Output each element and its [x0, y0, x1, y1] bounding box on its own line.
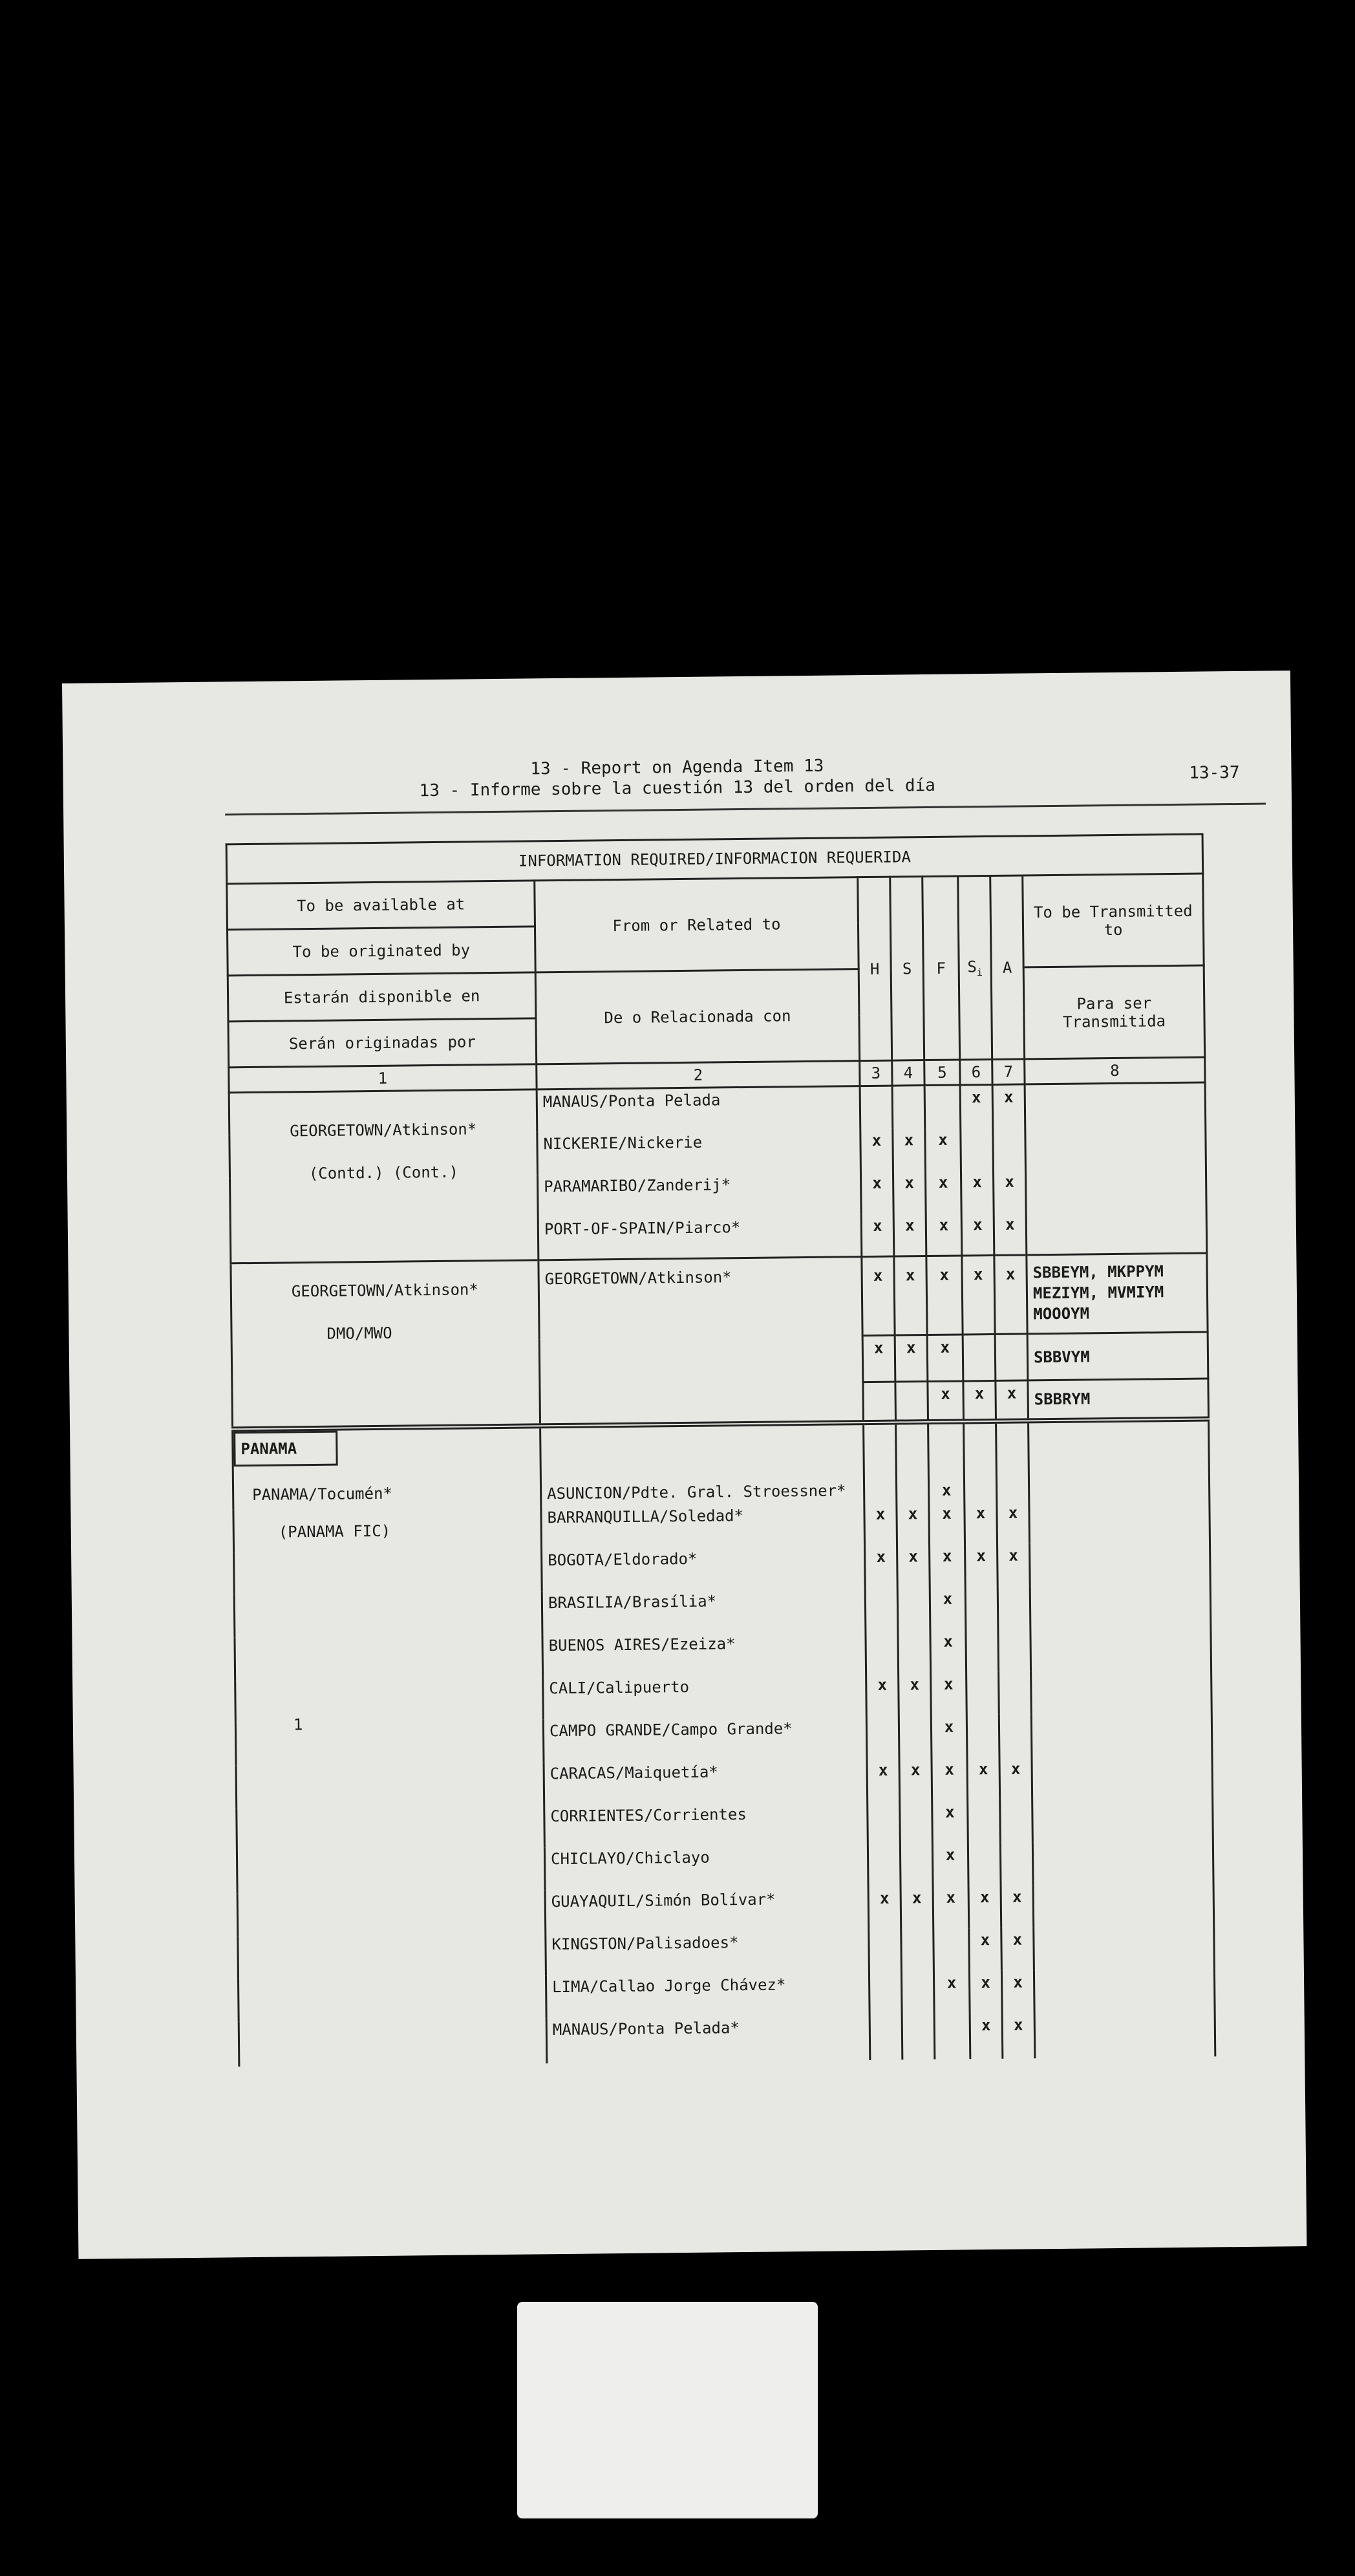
- mark-cell: x: [994, 1255, 1027, 1335]
- mark-cell: [901, 1928, 934, 1971]
- mark-cell: x: [927, 1335, 963, 1382]
- mark-cell: x: [932, 1800, 968, 1843]
- flag-f: F: [923, 876, 960, 1060]
- mark-cell: [896, 1422, 929, 1503]
- header-row: [228, 965, 1204, 1022]
- mark-cell: x: [866, 1673, 899, 1716]
- group3-station: PANAMA/Tocumén*: [252, 1484, 393, 1504]
- mark-cell: x: [969, 1970, 1002, 2013]
- table-row: [231, 1253, 1208, 1342]
- to-cell: [1029, 1419, 1215, 2058]
- from-cell: ASUNCION/Pdte. Gral. Stroessner*: [540, 1422, 864, 1506]
- from-cell: PORT-OF-SPAIN/Piarco*: [538, 1214, 862, 1260]
- mark-cell: [897, 1587, 930, 1631]
- mark-cell: [995, 1334, 1028, 1381]
- group1-station-cell: [229, 1089, 539, 1263]
- mark-cell: x: [962, 1255, 995, 1335]
- document-page: [62, 671, 1307, 2259]
- header-row: [227, 874, 1204, 930]
- col-number: 5: [924, 1060, 960, 1086]
- mark-cell: [934, 1928, 970, 1971]
- mark-cell: [863, 1382, 896, 1422]
- mark-cell: x: [928, 1381, 964, 1422]
- mark-cell: [999, 1714, 1032, 1757]
- from-cell: BOGOTA/Eldorado*: [542, 1545, 866, 1591]
- from-cell: BRASILIA/Brasília*: [542, 1588, 866, 1634]
- mark-cell: [895, 1382, 928, 1422]
- mark-cell: [868, 1801, 901, 1844]
- col-number: 4: [892, 1060, 924, 1086]
- mark-cell: x: [1001, 1927, 1034, 1971]
- col-number: 3: [860, 1060, 892, 1086]
- mark-cell: x: [929, 1501, 965, 1545]
- mark-cell: x: [926, 1256, 963, 1335]
- mark-cell: x: [999, 1757, 1032, 1800]
- mark-cell: x: [960, 1084, 993, 1128]
- mark-cell: x: [932, 1757, 968, 1801]
- mark-cell: [898, 1630, 931, 1673]
- mark-cell: x: [861, 1214, 894, 1257]
- mark-cell: x: [965, 1543, 998, 1587]
- flag-a: A: [990, 875, 1025, 1060]
- table-row: [233, 1419, 1210, 1509]
- group1-station: GEORGETOWN/Atkinson*: [290, 1120, 477, 1141]
- mark-cell: x: [1001, 1970, 1034, 2013]
- from-cell: CHICLAYO/Chiclayo: [544, 1844, 868, 1890]
- mark-cell: [866, 1630, 899, 1673]
- mark-cell: x: [862, 1256, 895, 1336]
- mark-cell: x: [965, 1501, 998, 1544]
- mark-cell: x: [860, 1128, 893, 1172]
- mark-cell: [869, 1971, 902, 2015]
- mark-cell: x: [994, 1212, 1027, 1256]
- mark-cell: x: [997, 1501, 1030, 1544]
- mark-cell: x: [925, 1128, 961, 1171]
- header-title-en: 13 - Report on Agenda Item 13: [530, 756, 824, 779]
- mark-cell: x: [893, 1214, 926, 1257]
- from-cell: MANAUS/Ponta Pelada*: [546, 2015, 870, 2063]
- mark-cell: [993, 1127, 1026, 1170]
- mark-cell: x: [893, 1128, 926, 1172]
- col-number: 1: [229, 1064, 537, 1093]
- col-number: 2: [537, 1061, 860, 1089]
- from-cell: CARACAS/Maiquetía*: [544, 1759, 868, 1805]
- mark-cell: x: [934, 1971, 970, 2014]
- mark-cell: [998, 1629, 1031, 1672]
- mark-cell: x: [996, 1380, 1029, 1421]
- col-number: 6: [960, 1059, 992, 1085]
- mark-cell: x: [926, 1213, 962, 1256]
- from-cell: BARRANQUILLA/Soledad*: [541, 1503, 865, 1549]
- mark-cell: x: [930, 1587, 966, 1630]
- mark-cell: x: [894, 1256, 927, 1336]
- mark-cell: x: [925, 1170, 961, 1214]
- col8-header-es: Para ser Transmitida: [1023, 965, 1204, 1059]
- mark-cell: [998, 1586, 1030, 1629]
- to-cell: [1025, 1082, 1207, 1255]
- mark-cell: x: [968, 1885, 1001, 1928]
- table-title: INFORMATION REQUIRED/INFORMACION REQUERIDA: [226, 834, 1203, 884]
- mark-cell: [900, 1843, 933, 1886]
- from-cell: CORRIENTES/Corrientes: [544, 1801, 868, 1847]
- mark-cell: x: [970, 2013, 1003, 2059]
- mark-cell: x: [897, 1502, 930, 1545]
- group2-office: DMO/MWO: [326, 1324, 392, 1343]
- mark-cell: [868, 1843, 901, 1887]
- mark-cell: [892, 1086, 925, 1129]
- mark-cell: [968, 1842, 1001, 1885]
- from-cell: GUAYAQUIL/Simón Bolívar*: [545, 1887, 869, 1933]
- mark-cell: x: [865, 1545, 898, 1588]
- to-cell: SBBEYM, MKPPYM MEZIYM, MVMIYM MOOOYM: [1027, 1253, 1208, 1334]
- flag-si-letter: S: [967, 957, 977, 976]
- to-cell: SBBVYM: [1027, 1332, 1208, 1380]
- mark-cell: x: [897, 1545, 930, 1588]
- to-cell: SBBRYM: [1028, 1379, 1209, 1421]
- col2-header-es: De o Relacionada con: [535, 969, 859, 1064]
- from-cell: MANAUS/Ponta Pelada: [537, 1086, 860, 1132]
- mark-cell: x: [931, 1672, 967, 1715]
- mark-cell: x: [993, 1170, 1026, 1213]
- mark-cell: x: [961, 1212, 994, 1256]
- mark-cell: [963, 1334, 996, 1381]
- mark-cell: [965, 1586, 998, 1629]
- mark-cell: [900, 1801, 933, 1844]
- mark-cell: [865, 1587, 898, 1631]
- mark-cell: x: [932, 1843, 968, 1886]
- mark-cell: x: [967, 1757, 1000, 1800]
- mark-cell: x: [969, 1927, 1002, 1971]
- mark-cell: [869, 1929, 902, 1972]
- mark-cell: [1000, 1799, 1033, 1843]
- mark-cell: x: [1001, 1885, 1034, 1928]
- from-cell: CALI/Calipuerto: [543, 1673, 867, 1719]
- mark-cell: x: [963, 1380, 996, 1421]
- region-label: PANAMA: [233, 1430, 337, 1466]
- mark-cell: [966, 1671, 999, 1715]
- mark-cell: x: [930, 1629, 966, 1673]
- mark-cell: x: [860, 1171, 893, 1214]
- mark-cell: x: [930, 1544, 966, 1587]
- mark-cell: [901, 1971, 934, 2014]
- group2-station-cell: [231, 1260, 540, 1429]
- group1-note: (Contd.) (Cont.): [308, 1163, 459, 1183]
- col2-header-en: From or Related to: [535, 877, 859, 972]
- mark-cell: x: [1002, 2013, 1035, 2059]
- mark-cell: x: [893, 1171, 926, 1214]
- group2-station: GEORGETOWN/Atkinson*: [291, 1280, 478, 1301]
- mark-cell: [999, 1671, 1032, 1715]
- mark-cell: [964, 1421, 997, 1501]
- mark-cell: x: [998, 1543, 1030, 1587]
- header-title-es: 13 - Informe sobre la cuestión 13 del orden del día: [419, 775, 936, 801]
- col-number: 7: [992, 1059, 1025, 1085]
- mark-cell: x: [867, 1758, 900, 1801]
- mark-cell: [870, 2014, 902, 2060]
- mark-cell: x: [933, 1885, 969, 1929]
- mark-cell: [996, 1421, 1029, 1501]
- mark-cell: [966, 1714, 999, 1757]
- margin-mark: 1: [293, 1715, 303, 1733]
- col8-header-en: To be Transmitted to: [1023, 874, 1204, 967]
- mark-cell: x: [862, 1335, 895, 1382]
- flag-s: S: [890, 877, 924, 1061]
- page-number: 13-37: [1189, 762, 1240, 783]
- mark-cell: x: [899, 1758, 932, 1801]
- mark-cell: x: [992, 1084, 1025, 1128]
- group3-note: (PANAMA FIC): [278, 1521, 391, 1541]
- mark-cell: [860, 1086, 893, 1129]
- mark-cell: [968, 1799, 1001, 1843]
- mark-cell: [961, 1127, 994, 1170]
- mark-cell: x: [895, 1335, 928, 1382]
- col1-header-es-b: Serán originadas por: [228, 1018, 537, 1068]
- mark-cell: x: [931, 1715, 967, 1758]
- header-rule: [225, 803, 1266, 816]
- from-cell: NICKERIE/Nickerie: [537, 1129, 861, 1175]
- mark-cell: [966, 1629, 999, 1672]
- mark-cell: x: [961, 1170, 994, 1213]
- col-number: 8: [1025, 1057, 1205, 1084]
- col1-header-es-a: Estarán disponible en: [228, 972, 536, 1022]
- col1-header-en-b: To be originated by: [228, 927, 536, 976]
- blank-card: [517, 2302, 818, 2518]
- from-cell: BUENOS AIRES/Ezeiza*: [542, 1631, 866, 1677]
- information-table: [226, 833, 1217, 2066]
- mark-cell: [1000, 1842, 1033, 1885]
- mark-cell: x: [901, 1885, 934, 1929]
- from-cell: LIMA/Callao Jorge Chávez*: [546, 1972, 870, 2018]
- mark-cell: x: [864, 1502, 897, 1545]
- from-cell: KINGSTON/Palisadoes*: [546, 1929, 870, 1975]
- flag-si: [958, 875, 992, 1060]
- mark-cell: [866, 1715, 899, 1759]
- mark-cell: [899, 1715, 932, 1759]
- mark-cell: x: [928, 1421, 965, 1502]
- mark-cell: [934, 2013, 970, 2059]
- mark-cell: x: [899, 1673, 932, 1716]
- from-cell: CAMPO GRANDE/Campo Grande*: [543, 1716, 867, 1762]
- from-cell: PARAMARIBO/Zanderij*: [537, 1172, 861, 1218]
- mark-cell: [924, 1085, 961, 1128]
- mark-cell: [864, 1422, 897, 1503]
- group3-station-cell: [233, 1426, 547, 2066]
- col1-header-en-a: To be available at: [227, 881, 535, 930]
- flag-si-subscript: i: [976, 966, 983, 978]
- mark-cell: x: [868, 1886, 901, 1929]
- mark-cell: [902, 2013, 935, 2059]
- flag-h: H: [858, 877, 892, 1061]
- from-cell: GEORGETOWN/Atkinson*: [539, 1257, 864, 1426]
